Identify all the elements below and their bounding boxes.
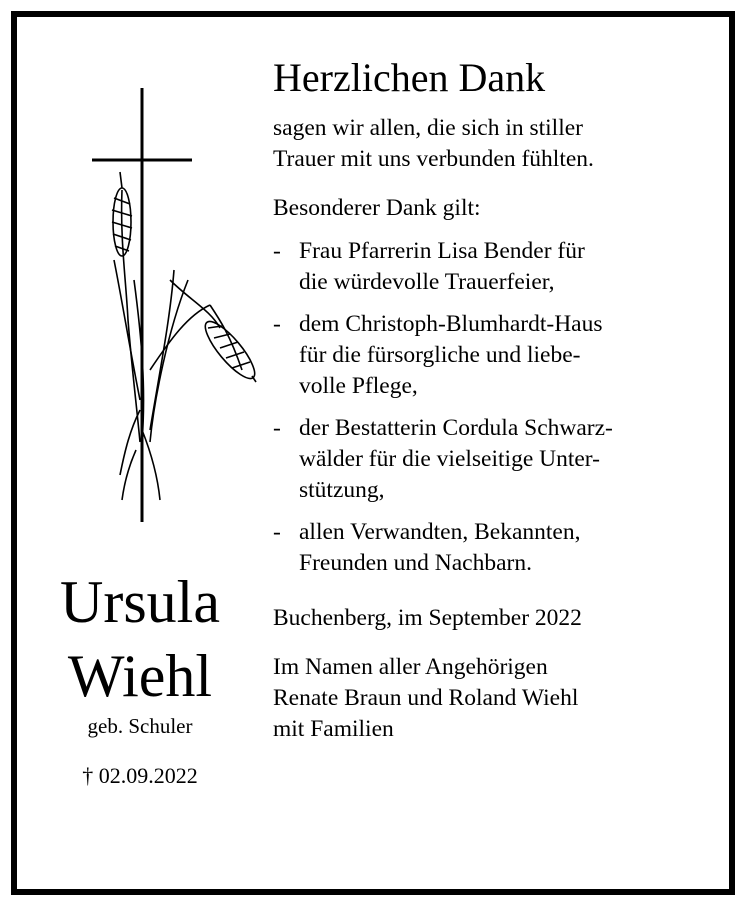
place-date: Buchenberg, im September 2022: [273, 605, 582, 631]
list-item-line: wälder für die vielseitige Unter-: [299, 446, 600, 472]
signature-line: Renate Braun und Roland Wiehl: [273, 685, 579, 711]
list-item-line: für die fürsorgliche und liebe-: [299, 342, 581, 368]
dash-bullet: -: [273, 415, 281, 441]
signature: [273, 652, 713, 745]
list-item: [273, 309, 713, 402]
list-item-line: stützung,: [299, 477, 385, 503]
list-item-line: Freunden und Nachbarn.: [299, 550, 532, 576]
death-date: † 02.09.2022: [82, 763, 198, 788]
thank-you-text: [273, 55, 713, 745]
intro-paragraph: [273, 113, 713, 175]
list-item-line: der Bestatterin Cordula Schwarz-: [299, 415, 613, 441]
list-item-line: allen Verwandten, Bekannten,: [299, 519, 581, 545]
intro-line: sagen wir allen, die sich in stiller: [273, 115, 583, 141]
cross-wheat-illustration: [70, 70, 270, 530]
list-item: [273, 413, 713, 506]
list-item-line: die würdevolle Trauerfeier,: [299, 269, 555, 295]
dash-bullet: -: [273, 519, 281, 545]
signature-line: Im Namen aller Angehörigen: [273, 654, 548, 680]
dash-bullet: -: [273, 311, 281, 337]
thanks-list: [273, 236, 713, 579]
list-item-line: volle Pflege,: [299, 373, 418, 399]
special-thanks-heading: Besonderer Dank gilt:: [273, 195, 481, 221]
cross-icon: [92, 88, 192, 522]
dash-bullet: -: [273, 238, 281, 264]
intro-line: Trauer mit uns verbunden fühlten.: [273, 146, 594, 172]
deceased-first-name: Ursula: [60, 569, 220, 635]
list-item: [273, 517, 713, 579]
signature-line: mit Familien: [273, 716, 394, 742]
birth-name: geb. Schuler: [87, 714, 193, 738]
list-item-line: Frau Pfarrerin Lisa Bender für: [299, 238, 585, 264]
notice-title: Herzlichen Dank: [273, 55, 546, 100]
list-item-line: dem Christoph-Blumhardt-Haus: [299, 311, 603, 337]
list-item: [273, 236, 713, 298]
wheat-icon: [112, 172, 262, 500]
deceased-last-name: Wiehl: [67, 643, 213, 709]
